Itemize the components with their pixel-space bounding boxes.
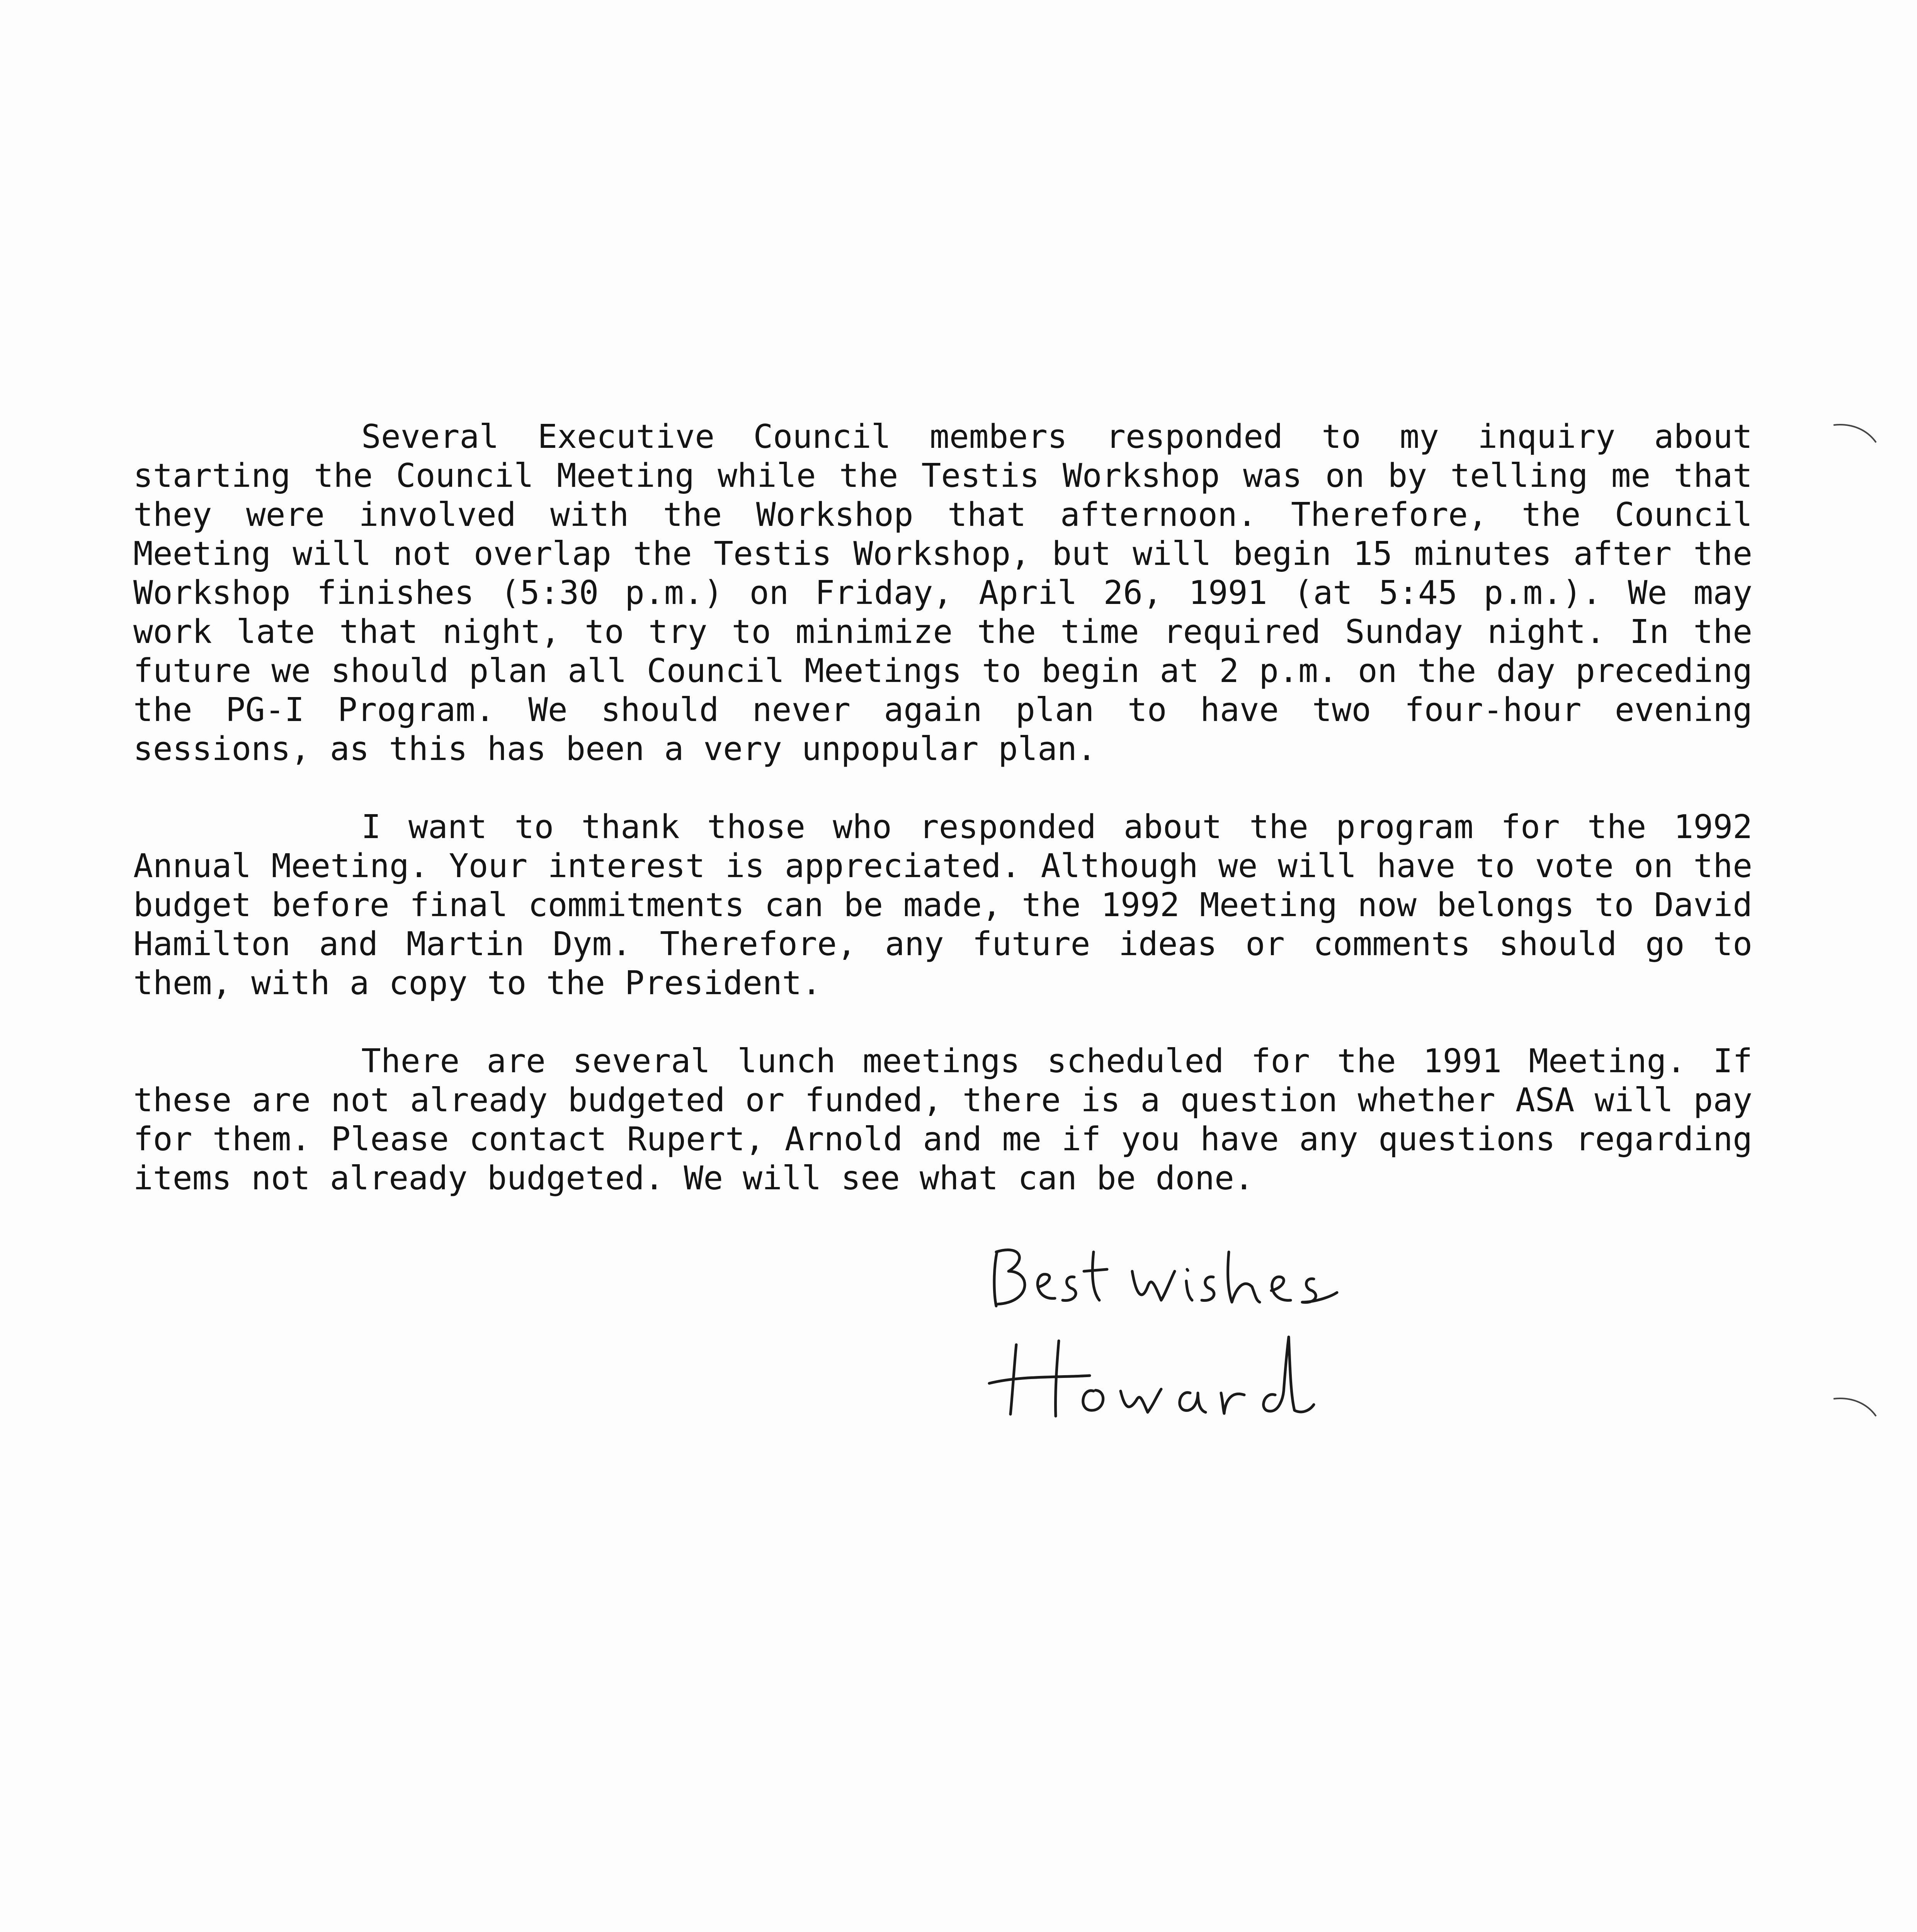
paragraph-1992-annual-meeting: I want to thank those who responded about the program for the 1992 Annual Meeting. Your interest is appreciated. Although we will have to vote on the budget before final commitments can be made, the 1992 Meeting now belongs to David Hamilton and Martin Dym. Therefore, any future ideas or comments should go to them, with a copy to the President. xyxy=(133,808,1752,1002)
paragraph-lunch-meetings: There are several lunch meetings scheduled for the 1991 Meeting. If these are not already budgeted or funded, there is a question whether ASA will pay for them. Please contact Rupert, Arnold and me if you have any questions regarding items not already budgeted. We will see what can be done. xyxy=(133,1042,1752,1197)
letter-body xyxy=(133,417,1752,1237)
margin-mark xyxy=(1832,1395,1878,1418)
margin-mark xyxy=(1832,421,1878,444)
paragraph-council-meeting: Several Executive Council members responded to my inquiry about starting the Council Meeting while the Testis Workshop was on by telling me that they were involved with the Workshop that afternoon. Therefore, the Council Meeting will not overlap the Testis Workshop, but will begin 15 minutes after the Workshop finishes (5:30 p.m.) on Friday, April 26, 1991 (at 5:45 p.m.). We may work late that night, to try to minimize the time required Sunday night. In the future we should plan all Council Meetings to begin at 2 p.m. on the day preceding the PG-I Program. We should never again plan to have two four-hour evening sessions, as this has been a very unpopular plan. xyxy=(133,418,1752,768)
handwritten-signature xyxy=(966,1229,1376,1430)
